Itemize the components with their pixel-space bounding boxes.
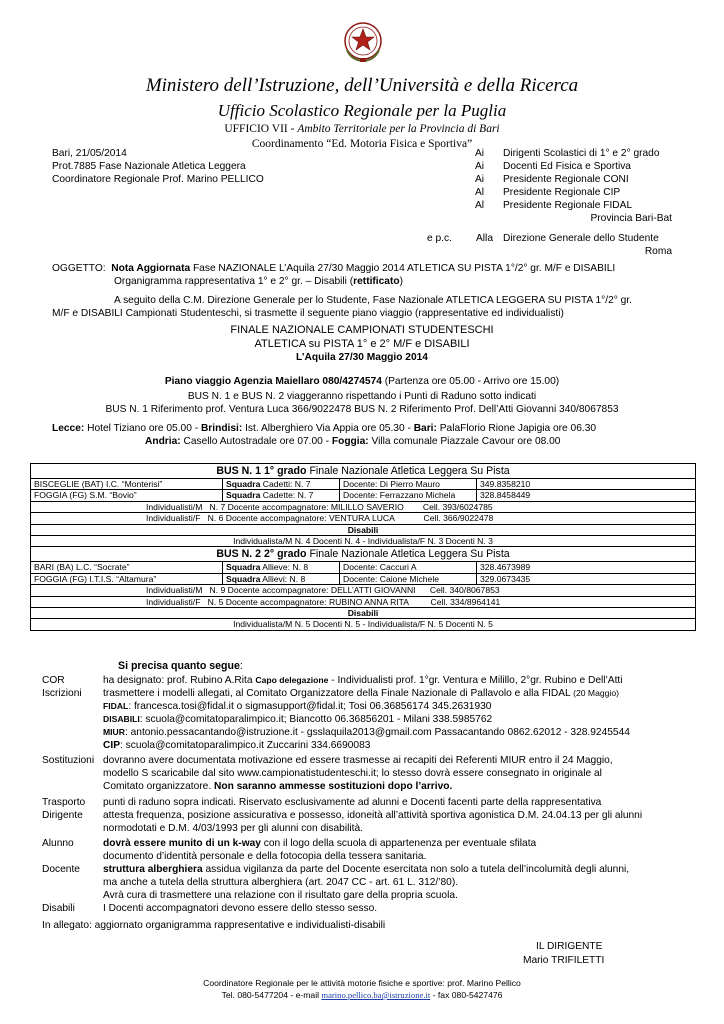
- recipient-text: Dirigenti Scolastici di 1° e 2° grado: [503, 148, 660, 159]
- squad-label: Squadra: [226, 562, 261, 573]
- contact-text: : antonio.pessacantando@istruzione.it - gsslaquila2013@gmail.com Passacantando 0862.62012 - 328.9245544: [124, 727, 630, 738]
- finals-date: L’Aquila 27/30 Maggio 2014: [296, 352, 428, 363]
- coordinator-line: Coordinatore Regionale Prof. Marino PELLICO: [52, 174, 264, 185]
- bus2-title: BUS N. 2 2° grado: [216, 548, 307, 561]
- subject-text: Fase NAZIONALE L’Aquila 27/30 Maggio 2014 ATLETICA SU PISTA 1°/2° gr. M/F e DISABILI: [190, 263, 616, 274]
- ministry-title: Ministero dell’Istruzione, dell’Università e della Ricerca: [145, 75, 579, 96]
- individual-phone: Cell. 334/8964141: [430, 596, 501, 607]
- signature-name: Mario TRIFILETTI: [523, 955, 605, 966]
- dirigente-label: Dirigente: [42, 810, 83, 821]
- docente-hotel: struttura alberghiera: [103, 864, 203, 875]
- table-row: [31, 490, 696, 501]
- phone-cell: 329.0673435: [477, 573, 696, 584]
- table-row: [31, 596, 696, 607]
- footer-line-1: Coordinatore Regionale per le attività motorie fisiche e sportive: prof. Marino Pellico: [203, 978, 521, 988]
- teacher-cell: Docente: Caccuri A: [340, 562, 477, 573]
- iscrizioni-a: trasmettere i modelli allegati, al Comitato Organizzatore della Finale Nazionale di Pallavolo e alla FIDAL: [103, 688, 571, 699]
- contact-text: : scuola@comitatoparalimpico.it; Biancotto 06.36856201 - Milani 338.5985762: [139, 714, 493, 725]
- dirigente-line-2: normodotati e D.M. 4/03/1993 per gli alunni con disabilità.: [103, 823, 363, 834]
- disabili-header: Disabili: [31, 524, 696, 535]
- cor-a: ha designato: prof. Rubino A.Rita: [103, 675, 256, 686]
- individual-f-cell: [31, 513, 696, 524]
- bus2-subtitle: Finale Nazionale Atletica Leggera Su Pista: [306, 548, 510, 561]
- teacher-cell: Docente: Ferrazzano Michela: [340, 490, 477, 501]
- school-cell: BISCEGLIE (BAT) I.C. “Monterisi”: [31, 479, 223, 490]
- subject-line-2: [114, 276, 403, 287]
- pickup-place: Ist. Alberghiero Via Appia ore 05.30 -: [242, 423, 414, 434]
- docente-label: Docente: [42, 864, 80, 875]
- phone-cell: 328.8458449: [477, 490, 696, 501]
- sostituzioni-label: Sostituzioni: [42, 755, 95, 766]
- cc-label: e p.c.: [427, 233, 452, 244]
- pickup-city: Andria:: [145, 436, 181, 447]
- subject-bold: Nota Aggiornata: [111, 263, 191, 274]
- bus-note: BUS N. 1 e BUS N. 2 viaggeranno rispettando i Punti di Raduno sotto indicati: [187, 391, 537, 402]
- subject-text-2a: Organigramma rappresentativa 1° e 2° gr. – Disabili (: [114, 276, 354, 287]
- school-cell: BARI (BA) L.C. “Socrate”: [31, 562, 223, 573]
- recipient-item: [475, 200, 660, 213]
- squad-label: Squadra: [226, 490, 261, 501]
- pickup-place: Casello Autostradale ore 07.00 -: [180, 436, 332, 447]
- table-row: [31, 619, 696, 630]
- pickup-place: PalaFlorio Rione Japigia ore 06.30: [436, 423, 597, 434]
- bus1-header: [31, 464, 696, 479]
- school-cell: FOGGIA (FG) S.M. “Bovio”: [31, 490, 223, 501]
- pickup-city: Bari:: [413, 423, 437, 434]
- contact-cip: [103, 740, 370, 751]
- subject-rectified: rettificato: [353, 276, 400, 287]
- signature-title: IL DIRIGENTE: [536, 941, 603, 952]
- footer-line-2: [0, 990, 724, 1000]
- intro-line-2: M/F e DISABILI Campionati Studenteschi, si trasmette il seguente piano viaggio (rappresentative ed individualisti): [52, 308, 564, 319]
- contact-label: MIUR: [103, 727, 125, 737]
- recipient-prefix: Ai: [475, 161, 485, 172]
- footer-email-link[interactable]: marino.pellico.ba@istruzione.it: [321, 990, 431, 1000]
- table-row: [31, 585, 696, 596]
- recipient-text: Docenti Ed Fisica e Sportiva: [503, 161, 631, 172]
- table-row: [31, 501, 696, 512]
- recipient-prefix: Al: [475, 187, 485, 198]
- cor-text: [103, 675, 623, 686]
- sostituzioni-warning: Non saranno ammesse sostituzioni dopo l’arrivo.: [213, 781, 453, 792]
- subject-label: OGGETTO:: [52, 263, 106, 274]
- recipient-item: [475, 148, 660, 161]
- contact-disabili: [103, 714, 492, 725]
- bus1-subtitle: Finale Nazionale Atletica Leggera Su Pista: [306, 465, 510, 477]
- contact-label: CIP: [103, 740, 120, 751]
- individual-label: Individualisti/M: [146, 501, 203, 512]
- alunno-line-1: [103, 838, 536, 849]
- cc-recipient: Direzione Generale dello Studente: [503, 233, 659, 244]
- table-row: [31, 536, 696, 547]
- table-row: [31, 608, 696, 619]
- squad-value: Cadetti: N. 7: [260, 479, 311, 489]
- dirigente-line-1: attesta frequenza, posizione assicurativa e possesso, idoneità all’attività sportiva agonistica D.M. 24.04.13 per gli alunni: [103, 810, 643, 821]
- individual-label: Individualisti/F: [146, 513, 201, 524]
- squad-value: Allieve: N. 8: [260, 562, 309, 573]
- teacher-cell: Docente: Caione Michele: [340, 573, 477, 584]
- teacher-cell: Docente: Di Pierro Mauro: [340, 479, 477, 490]
- contact-label: FIDAL: [103, 701, 129, 711]
- sostituzioni-line-2: modello S scaricabile dal sito www.campionatistudenteschi.it; lo stesso dovrà essere consegnato in originale al: [103, 768, 602, 779]
- individual-label: Individualisti/M: [146, 585, 203, 596]
- individual-phone: Cell. 393/6024785: [422, 501, 493, 512]
- pickup-city: Lecce:: [52, 423, 85, 434]
- alunno-kway: dovrà essere munito di un k-way: [103, 838, 261, 849]
- unit-prefix: UFFICIO VII -: [224, 123, 298, 135]
- table-row: [31, 573, 696, 584]
- iscrizioni-deadline: (20 Maggio): [570, 688, 619, 698]
- alunno-line-2: documento d’identità personale e della fotocopia della tessera sanitaria.: [103, 851, 427, 862]
- footer-tel: Tel. 080-5477204 - e-mail: [221, 990, 322, 1000]
- table-row: [31, 562, 696, 573]
- recipient-text: Presidente Regionale CIP: [503, 187, 621, 198]
- squad-cell: [223, 479, 340, 490]
- individual-text: N. 5 Docente accompagnatore: RUBINO ANNA RITA: [207, 596, 410, 607]
- recipient-prefix: Ai: [475, 148, 485, 159]
- contact-label: DISABILI: [103, 714, 140, 724]
- phone-cell: 328.4673989: [477, 562, 696, 573]
- alunno-text: con il logo della scuola di appartenenza per eventuale sfilata: [260, 838, 537, 849]
- disabili-note: I Docenti accompagnatori devono essere dello stesso sesso.: [103, 903, 378, 914]
- recipient-item: [475, 187, 660, 200]
- contact-text: : francesca.tosi@fidal.it o sigmasupport@fidal.it; Tosi 06.36856174 345.2631930: [128, 701, 492, 712]
- notes-heading-colon: :: [239, 660, 243, 672]
- trasporto-label: Trasporto: [42, 797, 86, 808]
- pickup-city: Foggia:: [331, 436, 369, 447]
- cor-label: COR: [42, 675, 65, 686]
- pickup-city: Brindisi:: [200, 423, 243, 434]
- intro-line-1: A seguito della C.M. Direzione Generale per lo Studente, Fase Nazionale ATLETICA LEGGERA SU PISTA 1°/2° gr.: [114, 295, 632, 306]
- subject-text-2c: ): [399, 276, 403, 287]
- individual-text: N. 6 Docente accompagnatore: VENTURA LUCA: [207, 513, 395, 524]
- recipient-item: [475, 161, 660, 174]
- individual-phone: Cell. 366/9022478: [423, 513, 494, 524]
- individual-m-cell: [31, 501, 696, 512]
- protocol-number: Prot.7885 Fase Nazionale Atletica Leggera: [52, 161, 246, 172]
- iscrizioni-label: Iscrizioni: [42, 688, 82, 699]
- sostituzioni-line-3: [103, 781, 452, 792]
- sostituzioni-line-1: dovranno avere documentata motivazione ed essere trasmesse ai recapiti dei Referenti MIUR entro il 24 Maggio,: [103, 755, 613, 766]
- individual-m-cell: [31, 585, 696, 596]
- cc-city: Roma: [644, 246, 672, 257]
- trasporto-text: punti di raduno sopra indicati. Riservato esclusivamente ad alunni e Docenti facenti parte della rappresentativa: [103, 797, 602, 808]
- finals-subheading: ATLETICA su PISTA 1° e 2° M/F e DISABILI: [254, 338, 470, 350]
- finals-heading: FINALE NAZIONALE CAMPIONATI STUDENTESCHI: [230, 324, 494, 336]
- recipient-item: [475, 174, 660, 187]
- docente-line-1: [103, 864, 629, 875]
- contact-miur: [103, 727, 630, 738]
- letter-date: Bari, 21/05/2014: [52, 148, 127, 159]
- province-line: Provincia Bari-Bat: [590, 213, 672, 224]
- notes-heading-text: Si precisa quanto segue: [118, 660, 240, 672]
- table-row: [31, 513, 696, 524]
- squad-value: Allievi: N. 8: [260, 573, 306, 584]
- school-cell: FOGGIA (FG) I.T.I.S. “Altamura”: [31, 573, 223, 584]
- individual-f-cell: [31, 596, 696, 607]
- table-row: [31, 524, 696, 535]
- pickup-points-2: [145, 436, 560, 447]
- docente-line-2: ma anche a tutela della struttura alberghiera (art. 2047 CC - art. 61 L. 312/’80).: [103, 877, 459, 888]
- bus2-header: [31, 547, 696, 562]
- footer-fax: - fax 080-5427476: [430, 990, 503, 1000]
- bus-table: [30, 463, 696, 631]
- docente-line-3: Avrà cura di trasmettere una relazione con il risultato gare della propria scuola.: [103, 890, 458, 901]
- contact-text: : scuola@comitatoparalimpico.it Zuccarini 334.6690083: [119, 740, 371, 751]
- recipient-list: [475, 148, 660, 213]
- travel-agency: Piano viaggio Agenzia Maiellaro 080/4274574: [164, 376, 382, 387]
- alunno-label: Alunno: [42, 838, 74, 849]
- recipient-prefix: Ai: [475, 174, 485, 185]
- attachment-note: In allegato: aggiornato organigramma rappresentative e individualisti-disabili: [42, 920, 386, 931]
- bus1-title: BUS N. 1 1° grado: [216, 465, 307, 477]
- disabili-text: Individualista/M N. 5 Docenti N. 5 - Individualista/F N. 5 Docenti N. 5: [31, 619, 696, 630]
- contact-fidal: [103, 701, 491, 712]
- pickup-place: Villa comunale Piazzale Cavour ore 08.00: [368, 436, 561, 447]
- recipient-text: Presidente Regionale CONI: [503, 174, 629, 185]
- unit-line: [0, 123, 724, 135]
- squad-label: Squadra: [226, 479, 261, 489]
- squad-cell: [223, 562, 340, 573]
- disabili-text: Individualista/M N. 4 Docenti N. 4 - Individualista/F N. 3 Docenti N. 3: [31, 536, 696, 547]
- squad-cell: [223, 573, 340, 584]
- recipient-text: Presidente Regionale FIDAL: [503, 200, 633, 211]
- unit-area: Ambito Territoriale per la Provincia di Bari: [297, 123, 500, 135]
- cor-role: Capo delegazione: [255, 675, 329, 685]
- travel-times: (Partenza ore 05.00 - Arrivo ore 15.00): [381, 376, 560, 387]
- individual-label: Individualisti/F: [146, 596, 201, 607]
- squad-cell: [223, 490, 340, 501]
- individual-text: N. 9 Docente accompagnatore: DELL’ATTI GIOVANNI: [209, 585, 416, 596]
- cor-c: - Individualisti prof. 1°gr. Ventura e Milillo, 2°gr. Rubino e Dell’Atti: [328, 675, 623, 686]
- recipient-prefix: Al: [475, 200, 485, 211]
- docente-text: assidua vigilanza da parte del Docente esercitata non solo a tutela dell’incolumità degli alunni,: [202, 864, 630, 875]
- bus-references: BUS N. 1 Riferimento prof. Ventura Luca 366/9022478 BUS N. 2 Riferimento Prof. Dell’Atti Giovanni 340/8067853: [105, 404, 619, 415]
- notes-heading: [118, 660, 243, 672]
- disabili-label: Disabili: [42, 903, 75, 914]
- disabili-header: Disabili: [31, 608, 696, 619]
- table-row: [31, 479, 696, 490]
- subject-line-1: [52, 263, 615, 274]
- sostituzioni-3a: Comitato organizzatore.: [103, 781, 214, 792]
- coordination-line: Coordinamento “Ed. Motoria Fisica e Sportiva”: [251, 138, 473, 150]
- individual-phone: Cell. 340/8067853: [429, 585, 500, 596]
- phone-cell: 349.8358210: [477, 479, 696, 490]
- travel-plan: [0, 376, 724, 387]
- republic-emblem: [343, 20, 383, 64]
- squad-value: Cadette: N. 7: [260, 490, 314, 501]
- iscrizioni-text: [103, 688, 619, 699]
- pickup-points-1: [52, 423, 596, 434]
- individual-text: N. 7 Docente accompagnatore: MILILLO SAVERIO: [209, 501, 404, 512]
- office-title: Ufficio Scolastico Regionale per la Puglia: [217, 101, 507, 120]
- squad-label: Squadra: [226, 573, 261, 584]
- pickup-place: Hotel Tiziano ore 05.00 -: [84, 423, 201, 434]
- cc-prefix: Alla: [476, 233, 493, 244]
